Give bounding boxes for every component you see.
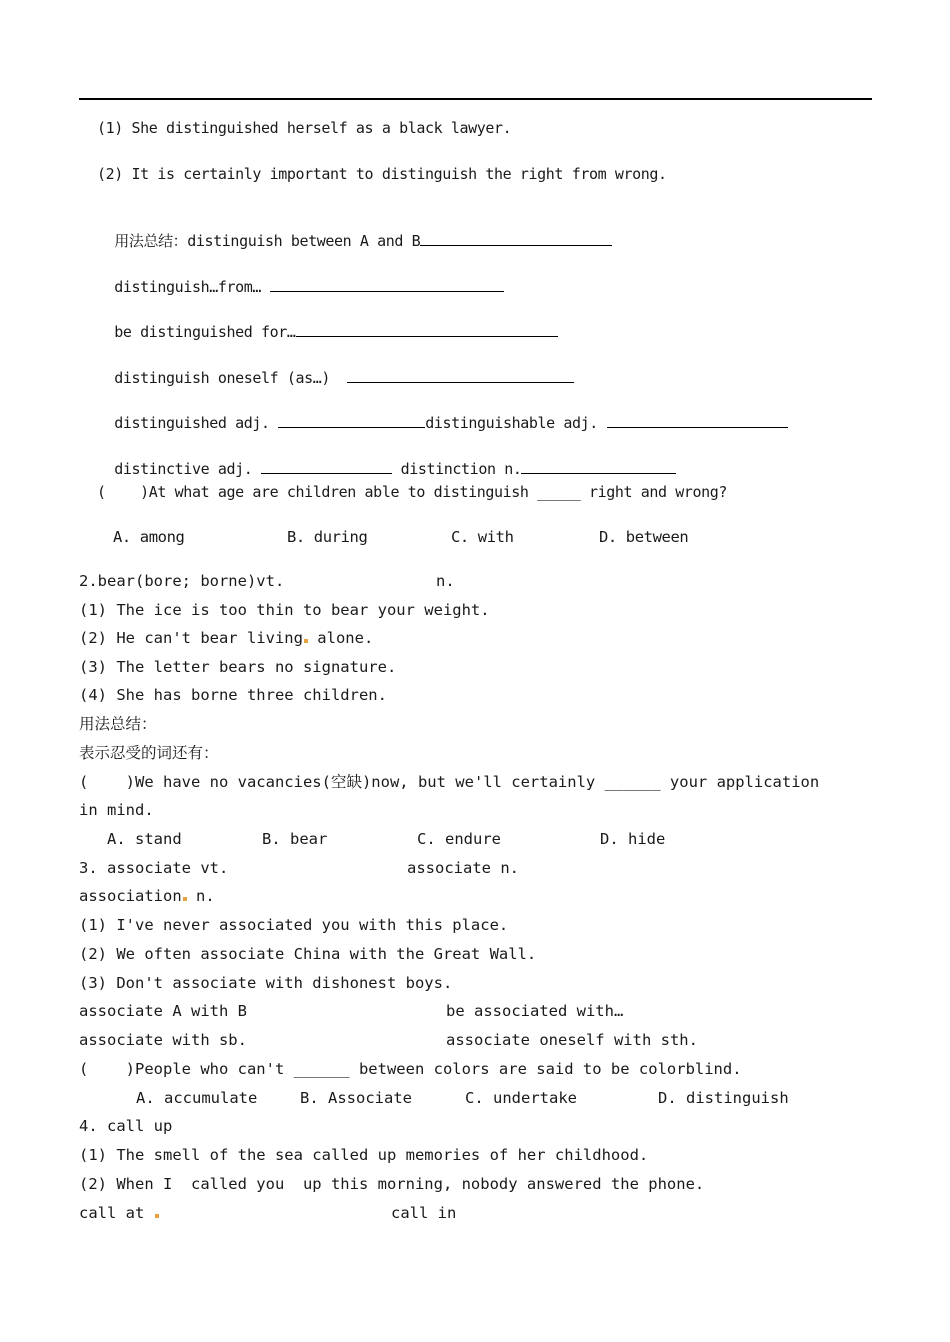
example-sentence: (1) I've never associated you with this place.	[79, 916, 509, 934]
section-heading: 4. call up	[79, 1117, 173, 1135]
example-sentence: (3) Don't associate with dishonest boys.	[79, 974, 453, 992]
answer-blank[interactable]	[270, 277, 504, 292]
phrase: associate A with B	[79, 1002, 247, 1020]
section-heading: 2.bear(bore; borne)vt.	[79, 572, 285, 590]
option-c[interactable]: C. with	[451, 528, 514, 546]
option-d[interactable]: D. distinguish	[658, 1089, 789, 1107]
answer-blank[interactable]	[296, 322, 558, 337]
example-sentence: (3) The letter bears no signature.	[79, 658, 397, 676]
usage-line	[97, 436, 676, 480]
usage-line	[97, 390, 788, 434]
usage-line	[97, 345, 574, 389]
summary-label: 用法总结：	[114, 232, 188, 250]
usage-phrase: distinctive adj.	[114, 460, 253, 478]
example-sentence: (4) She has borne three children.	[79, 686, 387, 704]
option-d[interactable]: D. between	[599, 528, 689, 546]
example-sentence: (1) The smell of the sea called up memories of her childhood.	[79, 1146, 649, 1164]
section-heading: 3. associate vt.	[79, 859, 229, 877]
usage-phrase: distinguished adj.	[114, 414, 270, 432]
section-heading-noun: n.	[436, 572, 455, 590]
answer-blank[interactable]	[420, 231, 612, 246]
option-b[interactable]: B. during	[287, 528, 368, 546]
usage-phrase: distinguish oneself (as…)	[114, 369, 331, 387]
usage-phrase: be distinguished for…	[114, 323, 296, 341]
answer-blank[interactable]	[278, 413, 425, 428]
usage-phrase: distinguish…from…	[114, 278, 261, 296]
phrase: associate oneself with sth.	[446, 1031, 698, 1049]
quiz-question: ( )People who can't ______ between colors are said to be colorblind.	[79, 1060, 742, 1078]
usage-phrase: distinguishable adj.	[425, 414, 598, 432]
usage-phrase: distinguish between A and B	[187, 232, 421, 250]
phrase: call in	[391, 1204, 457, 1222]
header-rule	[79, 98, 872, 100]
option-c[interactable]: C. endure	[417, 830, 501, 848]
usage-line	[97, 254, 504, 298]
example-sentence: (2) We often associate China with the Great Wall.	[79, 945, 537, 963]
example-sentence: (1) The ice is too thin to bear your weight.	[79, 601, 490, 619]
answer-blank[interactable]	[261, 459, 392, 474]
phrase: associate with sb.	[79, 1031, 247, 1049]
answer-blank[interactable]	[607, 413, 788, 428]
example-sentence: (2) He can't bear living alone.	[79, 629, 374, 647]
section-heading-noun: associate n.	[407, 859, 519, 877]
example-sentence: (2) It is certainly important to distinguish the right from wrong.	[97, 165, 667, 183]
option-b[interactable]: B. Associate	[300, 1089, 412, 1107]
quiz-question-cont: in mind.	[79, 801, 154, 819]
quiz-question: ( )At what age are children able to distinguish _____ right and wrong?	[97, 483, 728, 501]
answer-blank[interactable]	[521, 459, 676, 474]
option-c[interactable]: C. undertake	[465, 1089, 577, 1107]
usage-phrase: distinction n.	[400, 460, 522, 478]
usage-summary-line	[97, 208, 612, 252]
option-a[interactable]: A. accumulate	[136, 1089, 258, 1107]
quiz-question: ( )We have no vacancies(空缺)now, but we'll certainly ______ your application	[79, 773, 820, 791]
mark-dot	[155, 1214, 159, 1218]
option-a[interactable]: A. among	[113, 528, 185, 546]
phrase: be associated with…	[446, 1002, 624, 1020]
section-heading-noun: association n.	[79, 887, 215, 905]
usage-line	[97, 299, 558, 343]
answer-blank[interactable]	[347, 368, 574, 383]
example-sentence: (1) She distinguished herself as a black lawyer.	[97, 119, 512, 137]
summary-label: 用法总结：	[79, 715, 157, 733]
option-a[interactable]: A. stand	[107, 830, 182, 848]
phrase: call at	[79, 1202, 159, 1224]
example-sentence: (2) When I called you up this morning, nobody answered the phone.	[79, 1175, 705, 1193]
option-d[interactable]: D. hide	[600, 830, 666, 848]
option-b[interactable]: B. bear	[262, 830, 328, 848]
synonyms-label: 表示忍受的词还有：	[79, 744, 219, 762]
